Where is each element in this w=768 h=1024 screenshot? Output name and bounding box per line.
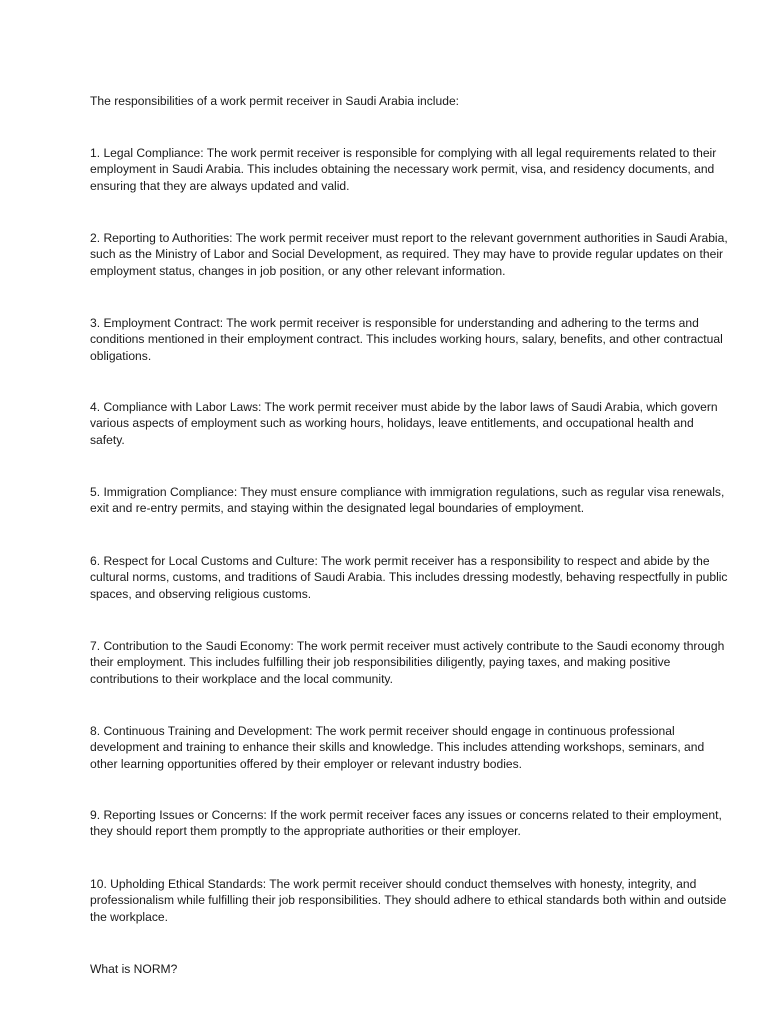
list-item-8: 8. Continuous Training and Development: The work permit receiver should engage in continuous professional development and training to enhance their skills and knowledge. This includes attending workshops, seminars, and other learning opportunities offered by their employer or relevant industry bodies.	[90, 724, 705, 771]
list-item-2: 2. Reporting to Authorities: The work permit receiver must report to the relevant government authorities in Saudi Arabia, such as the Ministry of Labor and Social Development, as required. They may have to provide regular updates on their employment status, changes in job position, or any other relevant information.	[90, 231, 728, 278]
list-item-5: 5. Immigration Compliance: They must ensure compliance with immigration regulations, such as regular visa renewals, exit and re-entry permits, and staying within the designated legal boundaries of employment.	[90, 485, 725, 516]
list-item-1: 1. Legal Compliance: The work permit receiver is responsible for complying with all legal requirements related to their employment in Saudi Arabia. This includes obtaining the necessary work permit, visa, and residency documents, and ensuring that they are always updated and valid.	[90, 146, 717, 193]
list-item-4: 4. Compliance with Labor Laws: The work permit receiver must abide by the labor laws of Saudi Arabia, which govern various aspects of employment such as working hours, holidays, leave entitlements, and occupational health and safety.	[90, 400, 718, 447]
intro-text: The responsibilities of a work permit receiver in Saudi Arabia include:	[90, 94, 460, 108]
closing-question: What is NORM?	[90, 962, 178, 976]
list-item-7: 7. Contribution to the Saudi Economy: The work permit receiver must actively contribute to the Saudi economy through their employment. This includes fulfilling their job responsibilities diligently, paying taxes, and making positive contributions to their workplace and the local community.	[90, 639, 725, 686]
list-item-3: 3. Employment Contract: The work permit receiver is responsible for understanding and adhering to the terms and conditions mentioned in their employment contract. This includes working hours, salary, benefits, and other contractual obligations.	[90, 316, 723, 363]
list-item-6: 6. Respect for Local Customs and Culture: The work permit receiver has a responsibility to respect and abide by the cultural norms, customs, and traditions of Saudi Arabia. This includes dressing modestly, behaving respectfully in public spaces, and observing religious customs.	[90, 554, 728, 601]
list-item-10: 10. Upholding Ethical Standards: The work permit receiver should conduct themselves with honesty, integrity, and professionalism while fulfilling their job responsibilities. They should adhere to ethical standards both within and outside the workplace.	[90, 877, 727, 924]
list-item-9: 9. Reporting Issues or Concerns: If the work permit receiver faces any issues or concerns related to their employment, they should report them promptly to the appropriate authorities or their employer.	[90, 808, 722, 839]
